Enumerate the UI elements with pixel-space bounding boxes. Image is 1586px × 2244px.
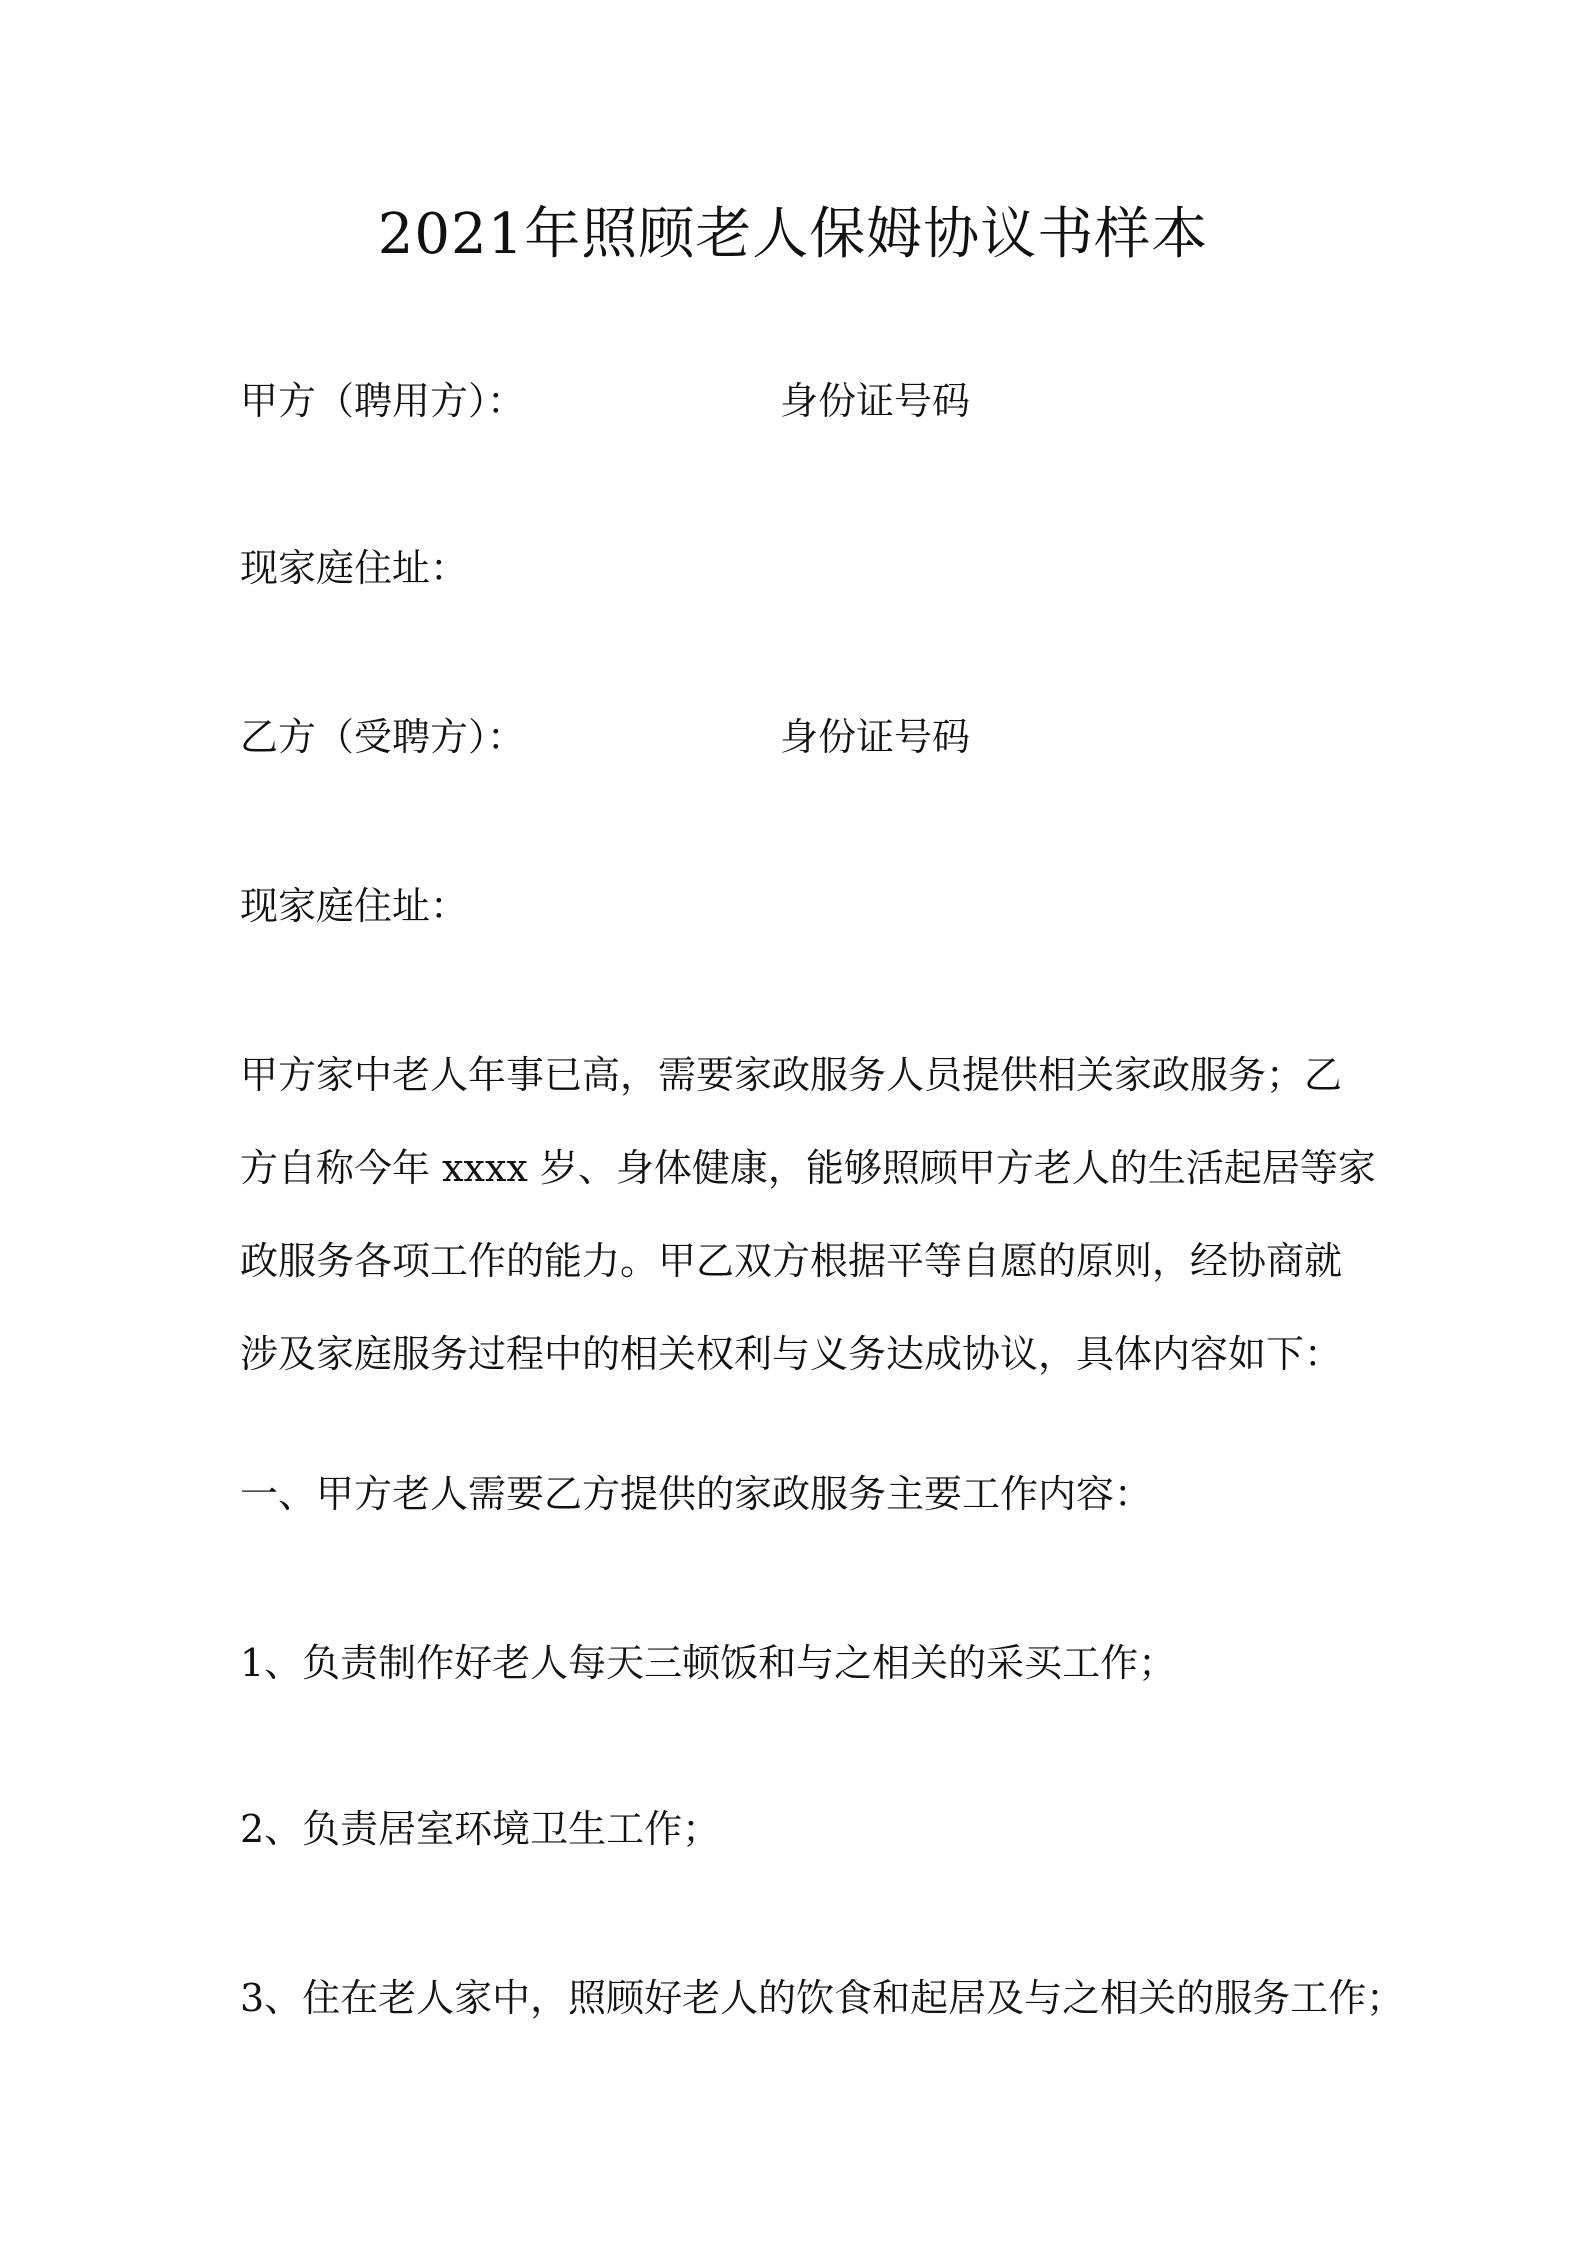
section-1-item: 3、住在老人家中，照顾好老人的饮食和起居及与之相关的服务工作； [240, 1976, 1405, 2020]
party-a-address-label: 现家庭住址： [240, 546, 469, 590]
intro-line: 甲方家中老人年事已高，需要家政服务人员提供相关家政服务；乙 [240, 1053, 1343, 1097]
document-title: 2021年照顾老人保姆协议书样本 [377, 202, 1209, 267]
section-1-heading: 一、甲方老人需要乙方提供的家政服务主要工作内容： [240, 1472, 1153, 1516]
section-1-item: 2、负责居室环境卫生工作； [240, 1807, 721, 1851]
party-b-address-label: 现家庭住址： [240, 884, 469, 928]
intro-line: 方自称今年 xxxx 岁、身体健康，能够照顾甲方老人的生活起居等家 [240, 1146, 1376, 1190]
party-a-label: 甲方（聘用方）： [240, 379, 526, 423]
party-b-label: 乙方（受聘方）： [240, 715, 526, 759]
intro-line: 政服务各项工作的能力。甲乙双方根据平等自愿的原则，经协商就 [240, 1239, 1343, 1283]
intro-paragraph [240, 1049, 1380, 1421]
party-a-id-label: 身份证号码 [780, 379, 971, 423]
intro-line: 涉及家庭服务过程中的相关权利与义务达成协议，具体内容如下： [240, 1332, 1343, 1376]
section-1-item: 1、负责制作好老人每天三顿饭和与之相关的采买工作； [240, 1641, 1177, 1685]
party-b-id-label: 身份证号码 [780, 715, 971, 759]
